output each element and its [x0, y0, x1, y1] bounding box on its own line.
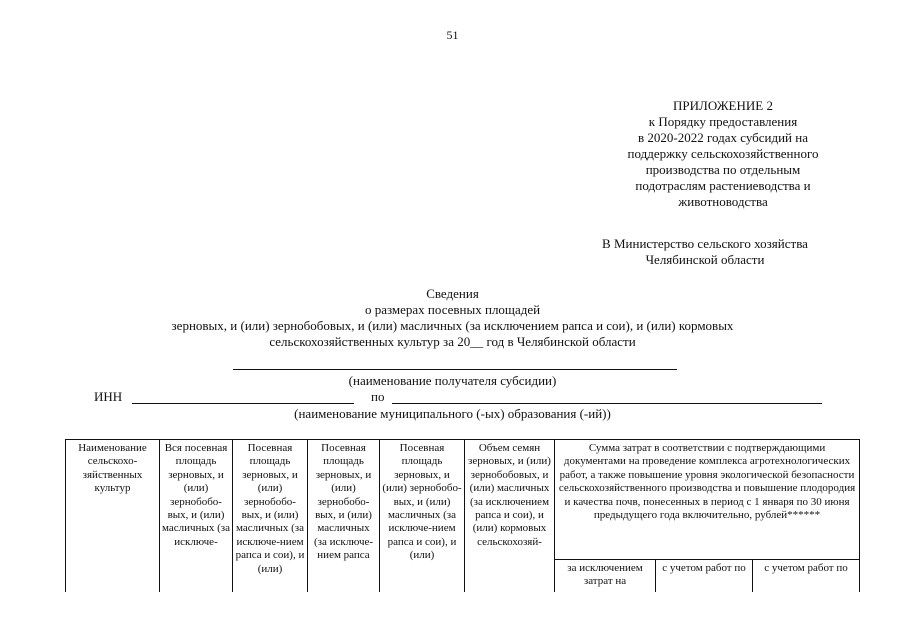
column-header: Сумма затрат в соответствии с подтверждающими документами на проведение комплекса агротехнологических работ, а также повышение уровня экологической безопасности сельскохозяйственного производства и повышение плодородия и качества почв, понесенных в период с 1 января по 30 июня предыдущего года включительно, рублей******: [555, 440, 860, 560]
column-header: Посевная площадь зерновых, и (или) зернобобо-вых, и (или) масличных (за исключе-нием рапса и сои), и (или): [233, 440, 308, 603]
subcolumn-header: с учетом работ по: [753, 560, 860, 603]
document-heading: [0, 286, 905, 350]
appendix-line: производства по отдельным: [645, 162, 801, 177]
inn-label: ИНН: [94, 389, 123, 404]
recipient-caption: (наименование получателя субсидии): [348, 373, 557, 388]
appendix-line: к Порядку предоставления: [648, 114, 798, 129]
column-header: Наименование сельскохо-зяйственных культур: [66, 440, 160, 603]
municipality-field-line[interactable]: [392, 403, 822, 404]
column-header: Вся посевная площадь зерновых, и (или) зернобобо-вых, и (или) масличных (за исключе-: [160, 440, 233, 603]
appendix-title: ПРИЛОЖЕНИЕ 2: [673, 98, 773, 113]
appendix-line: поддержку сельскохозяйственного: [627, 146, 819, 161]
heading-line: о размерах посевных площадей: [364, 302, 541, 317]
appendix-line: животноводства: [678, 194, 768, 209]
appendix-header: [582, 98, 864, 210]
appendix-line: подотраслям растениеводства и: [635, 178, 811, 193]
column-header: Посевная площадь зерновых, и (или) зернобобо-вых, и (или) масличных (за исключе-нием рапса и сои), и (или): [380, 440, 465, 603]
heading-line: зерновых, и (или) зернобобовых, и (или) масличных (за исключением рапса и сои), и (или) кормовых: [171, 318, 734, 333]
column-header: Объем семян зерновых, и (или) зернобобовых, и (или) масличных (за исключением рапса и сои), и (или) кормовых сельскохозяй-: [465, 440, 555, 603]
table-header-row: [66, 440, 860, 560]
addressee-line: Челябинской области: [645, 252, 765, 267]
page-bottom-crop: [0, 592, 905, 640]
subcolumn-header: с учетом работ по: [656, 560, 753, 603]
sowing-areas-table: [65, 439, 860, 603]
column-header: Посевная площадь зерновых, и (или) зернобобо-вых, и (или) масличных (за исключе-нием рапса: [308, 440, 380, 603]
inn-field-line[interactable]: [132, 403, 354, 404]
page-number: 51: [446, 28, 459, 42]
recipient-name-line[interactable]: [233, 369, 677, 370]
heading-line: сельскохозяйственных культур за 20__ год в Челябинской области: [269, 334, 636, 349]
addressee-line: В Министерство сельского хозяйства: [602, 236, 808, 251]
municipality-caption: (наименование муниципального (-ых) образования (-ий)): [294, 406, 611, 421]
po-label: по: [371, 389, 385, 404]
subcolumn-header: за исключением затрат на: [555, 560, 656, 603]
addressee-block: [560, 236, 850, 268]
appendix-line: в 2020-2022 годах субсидий на: [637, 130, 808, 145]
document-title: Сведения: [426, 286, 479, 301]
